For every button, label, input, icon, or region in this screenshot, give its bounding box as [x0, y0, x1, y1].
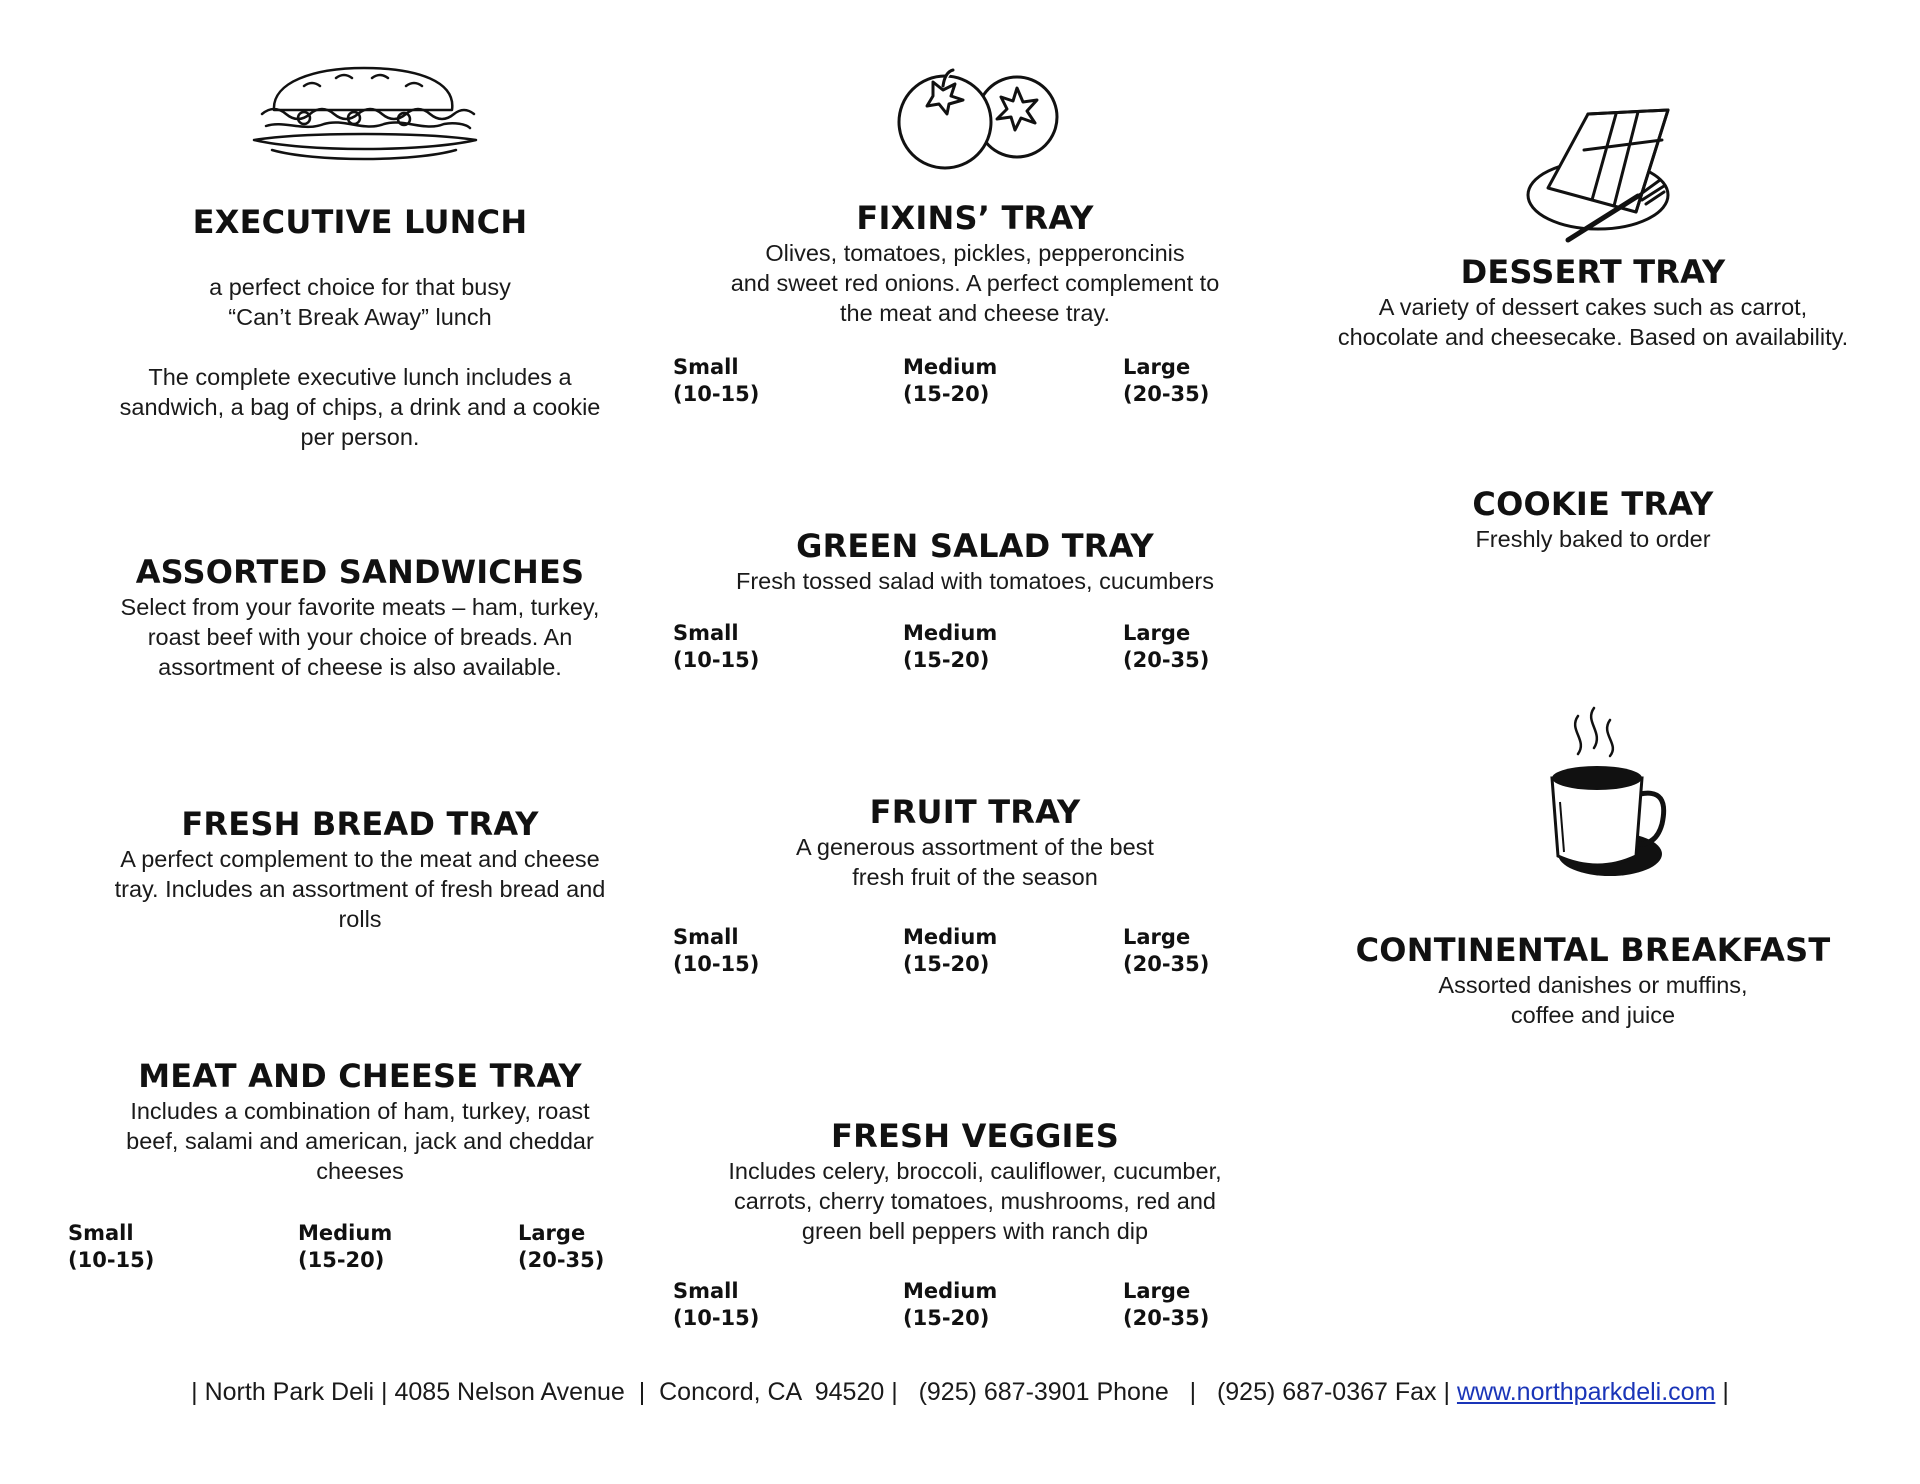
- text-line: green bell peppers with ranch dip: [801, 1218, 1149, 1244]
- section-title: FRESH BREAD TRAY: [181, 805, 539, 843]
- size-label: Small: [68, 1221, 134, 1245]
- size-range: (15-20): [298, 1248, 385, 1272]
- section-title: COOKIE TRAY: [1472, 485, 1714, 523]
- text-line: Freshly baked to order: [1475, 526, 1711, 552]
- separator: |: [1722, 1378, 1729, 1406]
- text-line: coffee and juice: [1510, 1002, 1676, 1028]
- section-description: [680, 1156, 1270, 1246]
- text-line: Includes celery, broccoli, cauliflower, cucumber,: [728, 1158, 1222, 1184]
- fax-number: (925) 687-0367 Fax: [1216, 1378, 1437, 1406]
- cake-slice-icon: [1518, 100, 1693, 250]
- size-large: [1123, 1278, 1209, 1332]
- text-line: assortment of cheese is also available.: [158, 654, 562, 680]
- dessert-tray-section: [1280, 252, 1906, 352]
- sandwich-icon: [244, 62, 484, 162]
- section-title: MEAT AND CHEESE TRAY: [138, 1057, 582, 1095]
- text-line: carrots, cherry tomatoes, mushrooms, red and: [734, 1188, 1216, 1214]
- cookie-tray-section: [1280, 484, 1906, 554]
- section-title: ASSORTED SANDWICHES: [135, 553, 585, 591]
- size-small: [673, 1278, 759, 1332]
- coffee-mug-icon: [1538, 706, 1668, 886]
- street-address: 4085 Nelson Avenue: [394, 1378, 625, 1406]
- size-label: Small: [673, 621, 739, 645]
- size-label: Large: [1123, 355, 1191, 379]
- size-range: (10-15): [673, 1306, 760, 1330]
- size-medium: [298, 1220, 392, 1274]
- fresh-veggies-section: [680, 1116, 1270, 1246]
- section-description: [1280, 292, 1906, 352]
- size-label: Large: [1123, 621, 1191, 645]
- size-range: (15-20): [903, 648, 990, 672]
- size-range: (15-20): [903, 952, 990, 976]
- size-range: (20-35): [1123, 952, 1210, 976]
- size-range: (20-35): [1123, 382, 1210, 406]
- text-line: cheeses: [316, 1158, 404, 1184]
- size-large: [1123, 924, 1209, 978]
- size-label: Small: [673, 925, 739, 949]
- section-description: [680, 832, 1270, 892]
- size-range: (10-15): [68, 1248, 155, 1272]
- text-line: per person.: [300, 424, 420, 450]
- section-title: FRESH VEGGIES: [831, 1117, 1119, 1155]
- text-line: rolls: [338, 906, 382, 932]
- size-small: [673, 354, 759, 408]
- size-small: [673, 924, 759, 978]
- meat-and-cheese-sizes: [68, 1220, 628, 1280]
- business-name: North Park Deli: [204, 1378, 375, 1406]
- section-title: EXECUTIVE LUNCH: [192, 203, 528, 241]
- text-line: the meat and cheese tray.: [840, 300, 1110, 326]
- size-range: (15-20): [903, 1306, 990, 1330]
- size-label: Small: [673, 355, 739, 379]
- size-large: [518, 1220, 604, 1274]
- size-range: (10-15): [673, 382, 760, 406]
- size-range: (20-35): [1123, 1306, 1210, 1330]
- footer-contact-bar: [0, 1376, 1920, 1408]
- text-line: Includes a combination of ham, turkey, roast: [130, 1098, 590, 1124]
- section-description: [66, 362, 654, 452]
- section-title: FIXINS’ TRAY: [856, 199, 1094, 237]
- size-label: Large: [1123, 925, 1191, 949]
- section-description: [1280, 524, 1906, 554]
- text-line: “Can’t Break Away” lunch: [228, 304, 492, 330]
- text-line: A generous assortment of the best: [796, 834, 1154, 860]
- size-label: Medium: [903, 621, 998, 645]
- size-range: (20-35): [518, 1248, 605, 1272]
- text-line: The complete executive lunch includes a: [148, 364, 572, 390]
- text-line: roast beef with your choice of breads. An: [147, 624, 573, 650]
- size-label: Medium: [903, 355, 998, 379]
- phone-number: (925) 687-3901 Phone: [918, 1378, 1169, 1406]
- section-description: [680, 238, 1270, 328]
- separator: |: [381, 1378, 388, 1406]
- text-line: A variety of dessert cakes such as carrot,: [1378, 294, 1808, 320]
- fixins-sizes: [673, 354, 1233, 414]
- text-line: and sweet red onions. A perfect complement to: [730, 270, 1220, 296]
- size-label: Large: [518, 1221, 586, 1245]
- section-description: [1280, 970, 1906, 1030]
- fruit-tray-section: [680, 792, 1270, 892]
- section-title: GREEN SALAD TRAY: [796, 527, 1154, 565]
- fixins-tray-section: [680, 198, 1270, 328]
- size-large: [1123, 354, 1209, 408]
- executive-lunch-section: [66, 202, 654, 452]
- text-line: Olives, tomatoes, pickles, pepperoncinis: [765, 240, 1185, 266]
- green-salad-sizes: [673, 620, 1233, 680]
- text-line: beef, salami and american, jack and cheddar: [126, 1128, 594, 1154]
- separator: |: [638, 1378, 646, 1406]
- section-title: FRUIT TRAY: [869, 793, 1081, 831]
- text-line: chocolate and cheesecake. Based on availability.: [1337, 324, 1849, 350]
- size-small: [68, 1220, 154, 1274]
- continental-breakfast-section: [1280, 930, 1906, 1030]
- separator: |: [891, 1378, 898, 1406]
- fresh-veggies-sizes: [673, 1278, 1233, 1338]
- text-line: Assorted danishes or muffins,: [1438, 972, 1748, 998]
- section-tagline: [66, 272, 654, 332]
- size-label: Medium: [903, 1279, 998, 1303]
- size-large: [1123, 620, 1209, 674]
- size-medium: [903, 354, 997, 408]
- section-title: DESSERT TRAY: [1460, 253, 1726, 291]
- assorted-sandwiches-section: [66, 552, 654, 682]
- text-line: A perfect complement to the meat and cheese: [120, 846, 600, 872]
- separator: |: [191, 1378, 198, 1406]
- text-line: fresh fruit of the season: [852, 864, 1098, 890]
- text-line: a perfect choice for that busy: [209, 274, 511, 300]
- size-label: Medium: [903, 925, 998, 949]
- section-description: [66, 592, 654, 682]
- text-line: Select from your favorite meats – ham, turkey,: [120, 594, 600, 620]
- section-description: [66, 1096, 654, 1186]
- text-line: Fresh tossed salad with tomatoes, cucumbers: [735, 568, 1215, 594]
- size-label: Large: [1123, 1279, 1191, 1303]
- website-link[interactable]: www.northparkdeli.com: [1456, 1378, 1716, 1406]
- section-description: [66, 844, 654, 934]
- size-range: (10-15): [673, 648, 760, 672]
- fruit-sizes: [673, 924, 1233, 984]
- fresh-bread-tray-section: [66, 804, 654, 934]
- size-range: (15-20): [903, 382, 990, 406]
- text-line: sandwich, a bag of chips, a drink and a cookie: [119, 394, 601, 420]
- section-title: CONTINENTAL BREAKFAST: [1355, 931, 1831, 969]
- size-range: (20-35): [1123, 648, 1210, 672]
- text-line: tray. Includes an assortment of fresh bread and: [114, 876, 606, 902]
- tomatoes-icon: [893, 62, 1063, 172]
- city-state-zip: Concord, CA 94520: [659, 1378, 885, 1406]
- size-small: [673, 620, 759, 674]
- size-label: Medium: [298, 1221, 393, 1245]
- meat-and-cheese-tray-section: [66, 1056, 654, 1186]
- size-medium: [903, 1278, 997, 1332]
- separator: |: [1443, 1378, 1450, 1406]
- size-medium: [903, 620, 997, 674]
- size-label: Small: [673, 1279, 739, 1303]
- size-medium: [903, 924, 997, 978]
- section-description: [680, 566, 1270, 596]
- separator: |: [1189, 1378, 1197, 1406]
- green-salad-tray-section: [680, 526, 1270, 596]
- size-range: (10-15): [673, 952, 760, 976]
